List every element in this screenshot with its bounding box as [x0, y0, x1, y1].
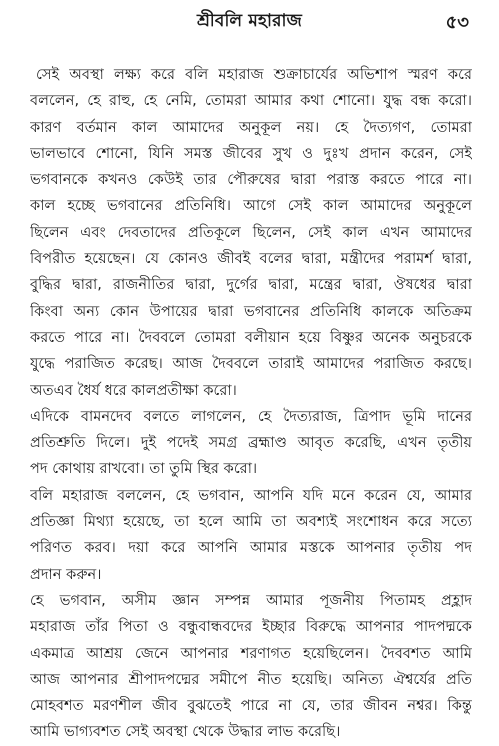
text-line: পদ কোথায় রাখবো। তা তুমি স্থির করো। — [30, 460, 258, 478]
text-line: এদিকে বামনদেব বলতে লাগলেন, হে দৈত্যরাজ, ত্রিপাদ ভূমি দানের — [30, 407, 472, 425]
text-line: বিপরীত হয়েছেন। যে কোনও জীবই বলের দ্বারা, মন্ত্রীদের পরামর্শ দ্বারা, — [30, 250, 472, 268]
text-line: কিংবা অন্য কোন উপায়ের দ্বারা ভগবানের প্রতিনিধি কালকে অতিক্রম — [30, 302, 472, 320]
text-line: বলি মহারাজ বললেন, হে ভগবান, আপনি যদি মনে করেন যে, আমার — [30, 486, 472, 504]
text-line: প্রতিজ্ঞা মিথ্যা হয়েছে, তা হলে আমি তা অবশ্যই সংশোধন করে সত্যে — [30, 513, 472, 531]
text-line: প্রদান করুন। — [30, 565, 102, 583]
text-line: মোহবশত মরণশীল জীব বুঝতেই পারে না যে, তার জীবন নশ্বর। কিন্তু — [30, 697, 472, 715]
text-line: অতএব ধৈর্য ধরে কালপ্রতীক্ষা করো। — [30, 381, 237, 399]
text-line: মহারাজ তাঁর পিতা ও বন্ধুবান্ধবদের ইচ্ছার বিরুদ্ধে আপনার পাদপদ্মকে — [30, 618, 472, 636]
text-line: পরিণত করব। দয়া করে আপনি আমার মস্তকে আপনার তৃতীয় পদ — [30, 539, 472, 557]
text-line: আমি ভাগ্যবশত সেই অবস্থা থেকে উদ্ধার লাভ করেছি। — [30, 723, 341, 741]
body-text — [30, 62, 472, 746]
text-line: আজ আপনার শ্রীপাদপদ্মের সমীপে নীত হয়েছি। অনিত্য ঐশ্বর্যের প্রতি — [30, 670, 472, 688]
text-line: প্রতিশ্রুতি দিলে। দুই পদেই সমগ্র ব্রহ্মাণ্ড আবৃত করেছি, এখন তৃতীয় — [30, 434, 472, 452]
text-line: ভগবানকে কখনও কেউই তার পৌরুষের দ্বারা পরাস্ত করতে পারে না। — [30, 171, 472, 189]
text-line: ছিলেন এবং দেবতাদের প্রতিকূলে ছিলেন, সেই কাল এখন আমাদের — [30, 223, 472, 241]
running-title: শ্রীবলি মহারাজ — [197, 11, 302, 31]
text-line: বললেন, হে রাহু, হে নেমি, তোমরা আমার কথা শোনো। যুদ্ধ বন্ধ করো। — [30, 92, 472, 110]
text-line: বুদ্ধির দ্বারা, রাজনীতির দ্বারা, দুর্গের দ্বারা, মন্ত্রের দ্বারা, ঔষধের দ্বারা — [30, 276, 472, 294]
text-line: কারণ বর্তমান কাল আমাদের অনুকূল নয়। হে দৈত্যগণ, তোমরা — [30, 118, 472, 136]
page-header — [0, 6, 499, 36]
text-line: কাল হচ্ছে ভগবানের প্রতিনিধি। আগে সেই কাল আমাদের অনুকূলে — [30, 197, 472, 215]
text-line: সেই অবস্থা লক্ষ্য করে বলি মহারাজ শুক্রাচার্যের অভিশাপ স্মরণ করে — [36, 66, 472, 83]
page-number: ৫৩ — [445, 12, 469, 33]
text-line: ভালভাবে শোনো, যিনি সমস্ত জীবের সুখ ও দুঃখ প্রদান করেন, সেই — [30, 144, 472, 162]
text-line: হে ভগবান, অসীম জ্ঞান সম্পন্ন আমার পূজনীয় পিতামহ প্রহ্লাদ — [30, 591, 472, 609]
text-line: করতে পারে না। দৈববলে তোমরা বলীয়ান হয়ে বিষ্ণুর অনেক অনুচরকে — [30, 328, 472, 346]
text-line: একমাত্র আশ্রয় জেনে আপনার শরণাগত হয়েছিলেন। দৈববশত আমি — [30, 644, 472, 662]
text-line: যুদ্ধে পরাজিত করেছ। আজ দৈববলে তারাই আমাদের পরাজিত করছে। — [30, 355, 472, 373]
